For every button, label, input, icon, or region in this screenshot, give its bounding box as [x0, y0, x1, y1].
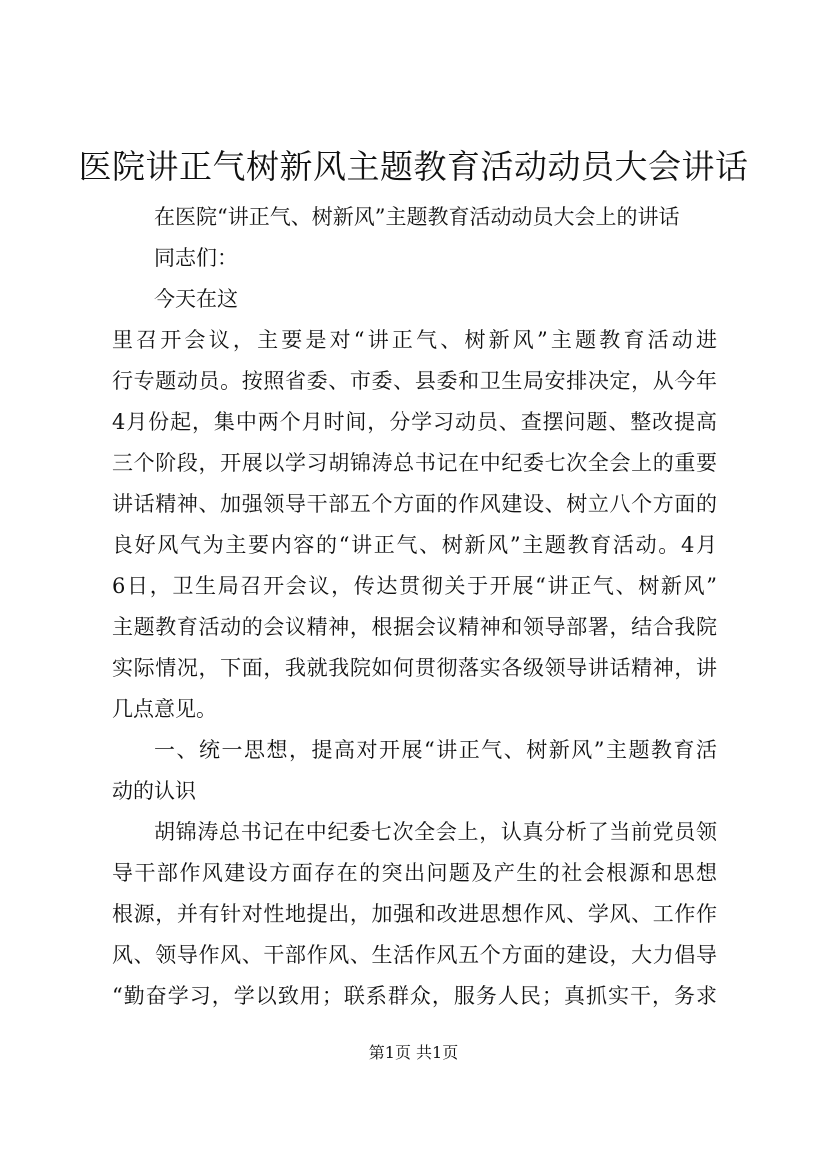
- section-heading-line: 动的认识: [112, 779, 196, 803]
- paragraph-line: 几点意见。: [112, 697, 217, 721]
- paragraph-line: 主题教育活动的会议精神，根据会议精神和领导部署，结合我院: [112, 615, 717, 639]
- paragraph-line: 胡锦涛总书记在中纪委七次全会上，认真分析了当前党员领: [154, 820, 717, 844]
- paragraph-line: 同志们：: [154, 246, 238, 270]
- paragraph-line: 导干部作风建设方面存在的突出问题及产生的社会根源和思想: [112, 861, 717, 885]
- paragraph-line: 讲话精神、加强领导干部五个方面的作风建设、树立八个方面的: [112, 492, 717, 516]
- paragraph-line: 6日，卫生局召开会议，传达贯彻关于开展“讲正气、树新风”: [112, 574, 717, 598]
- paragraph-line: “勤奋学习，学以致用；联系群众，服务人民；真抓实干，务求: [112, 984, 717, 1008]
- paragraph-line: 良好风气为主要内容的“讲正气、树新风”主题教育活动。4月: [112, 533, 717, 557]
- document-title: 医院讲正气树新风主题教育活动动员大会讲话: [78, 147, 749, 186]
- document-body: [112, 197, 717, 1017]
- paragraph-line: 三个阶段，开展以学习胡锦涛总书记在中纪委七次全会上的重要: [112, 451, 717, 475]
- paragraph-line: 实际情况，下面，我就我院如何贯彻落实各级领导讲话精神，讲: [112, 656, 717, 680]
- paragraph-line: 4月份起，集中两个月时间，分学习动员、查摆问题、整改提高: [112, 410, 717, 434]
- paragraph-line: 根源，并有针对性地提出，加强和改进思想作风、学风、工作作: [112, 902, 717, 926]
- paragraph-line: 风、领导作风、干部作风、生活作风五个方面的建设，大力倡导: [112, 943, 717, 967]
- paragraph-line: 里召开会议，主要是对“讲正气、树新风”主题教育活动进: [112, 328, 717, 352]
- paragraph-line: 今天在这: [154, 287, 238, 311]
- paragraph-line: 在医院“讲正气、树新风”主题教育活动动员大会上的讲话: [154, 205, 680, 229]
- page-number-footer: 第1页 共1页: [368, 1043, 459, 1062]
- paragraph-line: 行专题动员。按照省委、市委、县委和卫生局安排决定，从今年: [112, 369, 717, 393]
- section-heading-line: 一、统一思想，提高对开展“讲正气、树新风”主题教育活: [154, 738, 717, 762]
